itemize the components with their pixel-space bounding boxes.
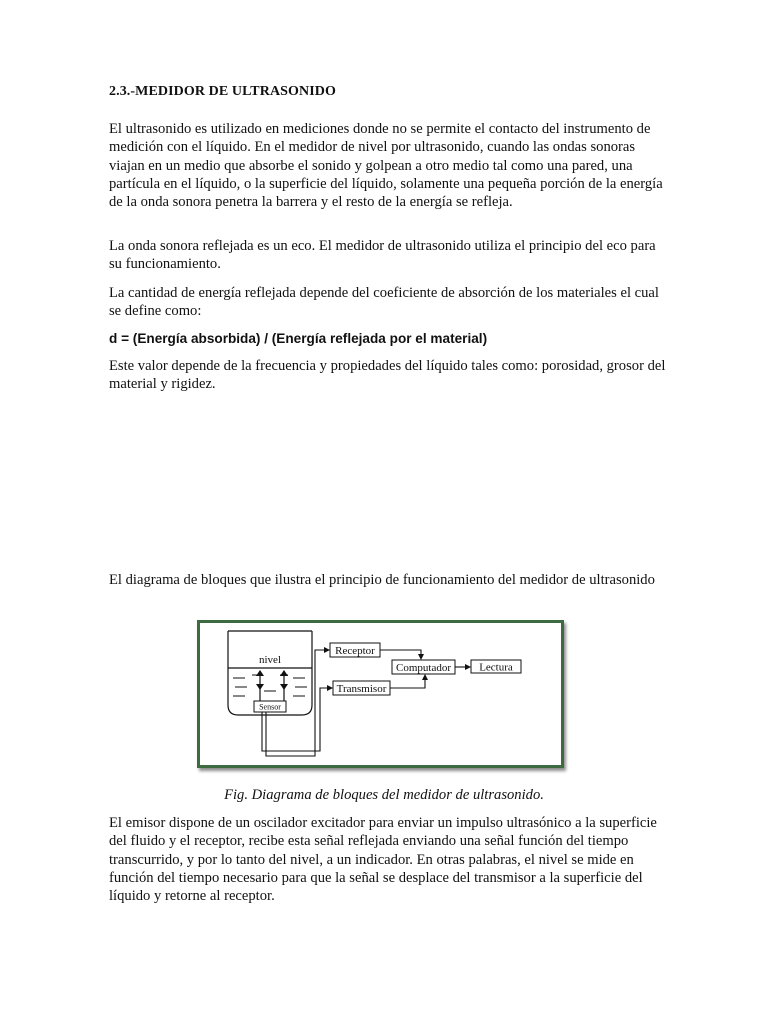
beam-arrow-down — [256, 684, 264, 690]
nivel-label: nivel — [259, 654, 281, 666]
block-diagram — [200, 623, 561, 765]
paragraph-properties: Este valor depende de la frecuencia y propiedades del líquido tales como: porosidad, grosor del material y rigidez. — [109, 358, 666, 393]
paragraph-emitter: El emisor dispone de un oscilador excitador para enviar un impulso ultrasónico a la superficie del fluido y el receptor, recibe esta señal reflejada enviando una señal función del tiempo transcurrido, y por lo tanto del nivel, a un indicador. En otras palabras, el nivel se mide en función del tiempo necesario para que la señal se desplace del transmisor a la superficie del líquido y retorne al receptor. — [109, 815, 657, 905]
computador-label: Computador — [396, 662, 451, 674]
paragraph-ultrasound-intro: El ultrasonido es utilizado en mediciones donde no se permite el contacto del instrumento de medición con el líquido. En el medidor de nivel por ultrasonido, cuando las ondas sonoras viajan en un medio que absorbe el sonido y golpean a otro medio tal como una pared, una partícula en el líquido, o la superficie del líquido, solamente una pequeña porción de la energía de la onda sonora penetra la barrera y el resto de la energía se refleja. — [109, 121, 663, 211]
arrow-to-computador-top — [418, 654, 424, 660]
receptor-label: Receptor — [335, 645, 375, 657]
figure-caption: Fig. Diagrama de bloques del medidor de ultrasonido. — [224, 787, 544, 803]
wire-transmisor — [262, 688, 327, 751]
paragraph-energy: La cantidad de energía reflejada depende del coeficiente de absorción de los materiales el cual se define como: — [109, 285, 659, 320]
beam-arrow-down — [280, 684, 288, 690]
beam-arrow-up — [256, 670, 264, 676]
link-receptor-computador — [380, 650, 421, 655]
paragraph-echo: La onda sonora reflejada es un eco. El medidor de ultrasonido utiliza el principio del eco para su funcionamiento. — [109, 238, 656, 273]
lectura-label: Lectura — [479, 661, 513, 674]
arrow-to-transmisor — [327, 685, 333, 691]
sensor-label: Sensor — [259, 702, 281, 712]
link-transmisor-computador — [390, 679, 425, 688]
beam-arrow-up — [280, 670, 288, 676]
arrow-to-lectura — [465, 664, 471, 670]
arrow-to-computador-bottom — [422, 674, 428, 680]
transmisor-label: Transmisor — [336, 683, 387, 695]
formula-absorption: d = (Energía absorbida) / (Energía reflejada por el material) — [109, 331, 488, 346]
arrow-to-receptor — [324, 647, 330, 653]
section-heading: 2.3.-MEDIDOR DE ULTRASONIDO — [109, 84, 336, 99]
paragraph-diagram-intro: El diagrama de bloques que ilustra el principio de funcionamiento del medidor de ultrasonido — [109, 572, 655, 588]
block-diagram-figure — [197, 620, 564, 768]
